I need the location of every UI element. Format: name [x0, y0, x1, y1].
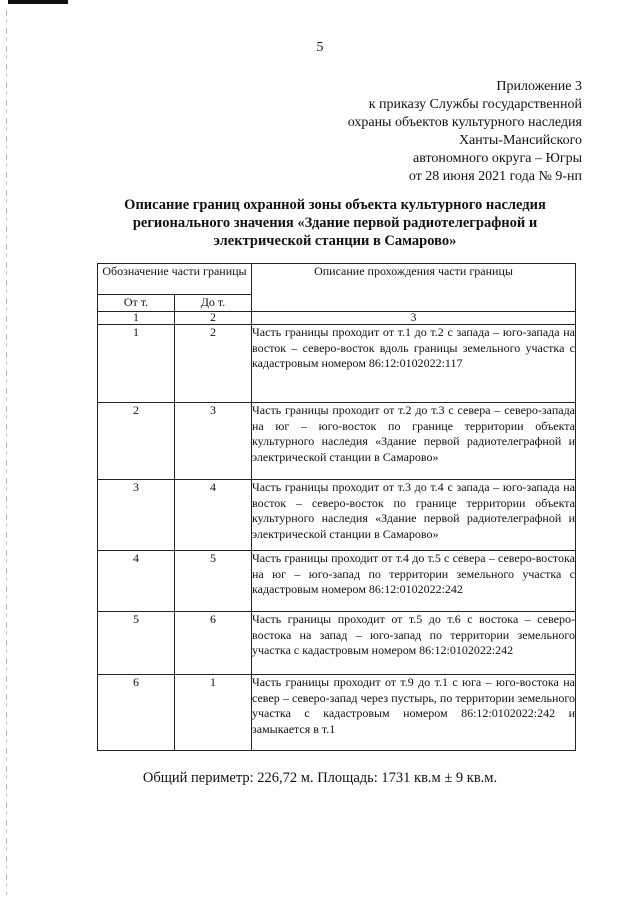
- table-row: [98, 480, 576, 551]
- boundary-description: Часть границы проходит от т.5 до т.6 с востока – северо-востока на запад – юго-запад по территории земельного участка с кадастровым номером 86:12:0102022:242: [252, 612, 576, 675]
- column-number: 3: [252, 312, 576, 325]
- appendix-line: автономного округа – Югры: [413, 151, 582, 166]
- from-point: 3: [98, 480, 175, 551]
- boundary-description: Часть границы проходит от т.3 до т.4 с запада – юго-запада на восток – северо-восток по границе территории объекта культурного наследия «Здание первой радиотелеграфной и электрической станции в Самарово»: [252, 480, 576, 551]
- to-point: 1: [175, 675, 252, 751]
- boundary-description: Часть границы проходит от т.4 до т.5 с севера – северо-востока на юг – юго-запад по территории земельного участка с кадастровым номером 86:12:0102022:242: [252, 551, 576, 612]
- from-point: 1: [98, 325, 175, 403]
- header-from-point: От т.: [98, 295, 175, 312]
- header-boundary-part: Обозначение части границы: [98, 264, 252, 295]
- page-number: 5: [316, 40, 324, 55]
- boundary-description: Часть границы проходит от т.2 до т.3 с севера – северо-запада на юг – юго-восток по границе территории объекта культурного наследия «Здание первой радиотелеграфной и электрической станции в Самарово»: [252, 403, 576, 480]
- perimeter-area-summary: Общий периметр: 226,72 м. Площадь: 1731 кв.м ± 9 кв.м.: [142, 770, 498, 786]
- table-row: [98, 551, 576, 612]
- header-description: Описание прохождения части границы: [252, 264, 576, 312]
- from-point: 2: [98, 403, 175, 480]
- appendix-line: Приложение 3: [496, 79, 582, 94]
- boundary-description: Часть границы проходит от т.1 до т.2 с запада – юго-запада на восток – северо-восток вдоль границы земельного участка с кадастровым номером 86:12:0102022:117: [252, 325, 576, 403]
- appendix-line: от 28 июня 2021 года № 9-нп: [408, 169, 582, 184]
- appendix-line: к приказу Службы государственной: [368, 97, 582, 112]
- appendix-header: [348, 78, 582, 186]
- title-line: электрической станции в Самарово»: [213, 233, 457, 249]
- from-point: 5: [98, 612, 175, 675]
- appendix-line: охраны объектов культурного наследия: [347, 115, 582, 130]
- boundary-table: [97, 263, 576, 751]
- table-row: [98, 403, 576, 480]
- boundary-description: Часть границы проходит от т.9 до т.1 с юга – юго-востока на север – северо-запад через пустырь, по территории земельного участка с кадастровым номером 86:12:0102022:242 и замыкается в т.1: [252, 675, 576, 751]
- to-point: 3: [175, 403, 252, 480]
- column-number-row: [98, 312, 576, 325]
- title-line: регионального значения «Здание первой радиотелеграфной и: [132, 215, 538, 231]
- document-title: [100, 196, 570, 250]
- table-row: [98, 675, 576, 751]
- from-point: 4: [98, 551, 175, 612]
- header-to-point: До т.: [175, 295, 252, 312]
- title-line: Описание границ охранной зоны объекта культурного наследия: [124, 197, 546, 213]
- scan-corner-mark: [8, 0, 68, 4]
- to-point: 5: [175, 551, 252, 612]
- to-point: 2: [175, 325, 252, 403]
- from-point: 6: [98, 675, 175, 751]
- column-number: 2: [175, 312, 252, 325]
- table-row: [98, 612, 576, 675]
- column-number: 1: [98, 312, 175, 325]
- appendix-line: Ханты-Мансийского: [458, 133, 582, 148]
- scan-edge-line: [6, 10, 7, 895]
- to-point: 6: [175, 612, 252, 675]
- to-point: 4: [175, 480, 252, 551]
- table-row: [98, 325, 576, 403]
